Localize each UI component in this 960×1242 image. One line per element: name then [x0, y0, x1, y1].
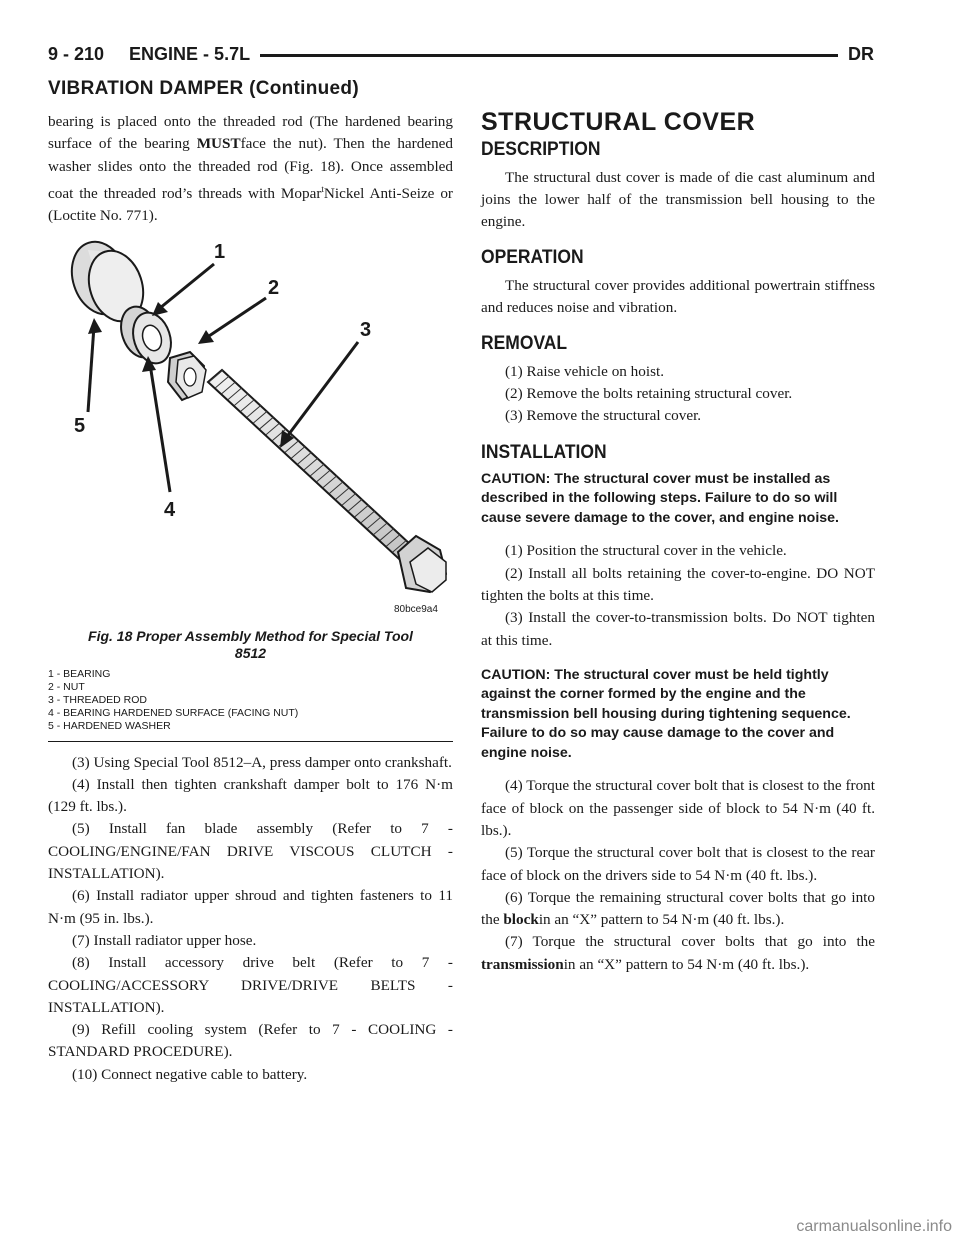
step6-text-end: in an “X” pattern to 54 N·m (40 ft. lbs.).: [538, 911, 785, 929]
step7-keyword: transmission: [481, 955, 564, 973]
step-paragraph: (9) Refill cooling system (Refer to 7 - COOLING - STANDARD PROCEDURE).: [48, 1021, 453, 1061]
watermark: carmanualsonline.info: [796, 1218, 952, 1235]
step-paragraph: (10) Connect negative cable to battery.: [72, 1065, 308, 1083]
step-paragraph: (6) Install radiator upper shroud and tighten fasteners to 11 N·m (95 in. lbs.).: [48, 887, 453, 927]
figure-rule: [48, 741, 453, 742]
callout-2: 2: [268, 276, 280, 299]
intro-text-rest: face the nut). Then the hardened washer slides onto the threaded rod (Fig. 18). Once assembled coat the threaded rod’s threads with Mopar: [48, 135, 453, 202]
header-page-section: 9 - 210 ENGINE - 5.7L: [48, 44, 260, 65]
figure-code: 80bce9a4: [394, 603, 438, 615]
callout-4: 4: [164, 498, 176, 521]
step-paragraph: (5) Install fan blade assembly (Refer to 7 - COOLING/ENGINE/FAN DRIVE VISCOUS CLUTCH - INSTALLATION).: [48, 820, 453, 883]
intro-must: MUST: [196, 135, 241, 153]
continued-section-title: VIBRATION DAMPER (Continued): [48, 78, 359, 99]
nut-drawing: [168, 352, 206, 400]
trademark-mark: t: [321, 183, 324, 194]
install-step: [481, 887, 875, 932]
install-step: (3) Install the cover-to-transmission bolts. Do NOT tighten at this time.: [481, 609, 875, 649]
removal-step: (3) Remove the structural cover.: [505, 407, 702, 425]
step-paragraph: (8) Install accessory drive belt (Refer to 7 - COOLING/ACCESSORY DRIVE/DRIVE BELTS - INSTALLATION).: [48, 954, 453, 1016]
threaded-rod-drawing: [208, 370, 446, 592]
step7-text-end: in an “X” pattern to 54 N·m (40 ft. lbs.).: [563, 955, 810, 973]
callout-3: 3: [360, 318, 372, 341]
legend-item: 1 - BEARING: [48, 667, 111, 680]
figure-18: [48, 232, 453, 650]
step-paragraph: (7) Install radiator upper hose.: [72, 931, 257, 949]
removal-step: (2) Remove the bolts retaining structural cover.: [505, 384, 793, 402]
assembly-illustration: [48, 232, 453, 650]
removal-step: (1) Raise vehicle on hoist.: [505, 362, 665, 380]
figure-legend: [48, 668, 453, 733]
install-step: (2) Install all bolts retaining the cover-to-engine. DO NOT tighten the bolts at this time.: [481, 564, 875, 604]
operation-heading: OPERATION: [481, 247, 584, 269]
legend-item: 2 - NUT: [48, 680, 85, 693]
section-title: STRUCTURAL COVER: [481, 108, 756, 136]
figure-caption: Fig. 18 Proper Assembly Method for Special Tool 8512: [88, 627, 413, 661]
page-header: [48, 44, 874, 68]
install-step: [481, 931, 875, 976]
operation-text: The structural cover provides additional powertrain stiffness and reduces noise and vibration.: [481, 276, 875, 317]
description-text: The structural dust cover is made of die cast aluminum and joins the lower half of the transmission bell housing to the engine.: [481, 168, 875, 231]
header-model-code: DR: [838, 44, 874, 65]
right-column: [481, 108, 875, 976]
intro-text: bearing is placed onto the threaded rod (The hardened bearing surface of the bearing: [48, 113, 453, 153]
step6-text: (6) Torque the remaining structural cover bolts that go into the: [481, 888, 875, 929]
callout-5: 5: [74, 414, 86, 437]
legend-item: 5 - HARDENED WASHER: [48, 719, 171, 732]
caution-note: CAUTION: The structural cover must be installed as described in the following steps. Failure to do so will cause severe damage to the cover, and engine noise.: [481, 470, 839, 526]
legend-item: 3 - THREADED ROD: [48, 693, 147, 706]
step-paragraph: (3) Using Special Tool 8512–A, press damper onto crankshaft.: [72, 753, 452, 771]
removal-heading: REMOVAL: [481, 333, 568, 355]
install-step: (5) Torque the structural cover bolt that is closest to the rear face of block on the drivers side to 54 N·m (40 ft. lbs.).: [481, 844, 875, 884]
installation-heading: INSTALLATION: [481, 441, 607, 463]
step7-text: (7) Torque the structural cover bolts that go into the: [505, 933, 875, 951]
callout-1: 1: [214, 240, 226, 263]
intro-text-end: Nickel Anti-Seize or (Loctite No. 771).: [48, 184, 453, 225]
step6-keyword: block: [503, 911, 539, 929]
caution-note: CAUTION: The structural cover must be held tightly against the corner formed by the engine and the transmission bell housing during tightening sequence. Failure to do so may cause damage to the cover and engine noise.: [481, 666, 851, 761]
install-step: (1) Position the structural cover in the vehicle.: [505, 542, 787, 560]
description-heading: DESCRIPTION: [481, 139, 601, 161]
left-column: [48, 111, 453, 1086]
intro-paragraph: [48, 111, 453, 228]
step-paragraph: (4) Install then tighten crankshaft damper bolt to 176 N·m (129 ft. lbs.).: [48, 775, 453, 816]
install-step: (4) Torque the structural cover bolt that is closest to the front face of block on the passenger side of block to 54 N·m (40 ft. lbs.).: [481, 777, 875, 839]
legend-item: 4 - BEARING HARDENED SURFACE (FACING NUT): [48, 706, 299, 719]
